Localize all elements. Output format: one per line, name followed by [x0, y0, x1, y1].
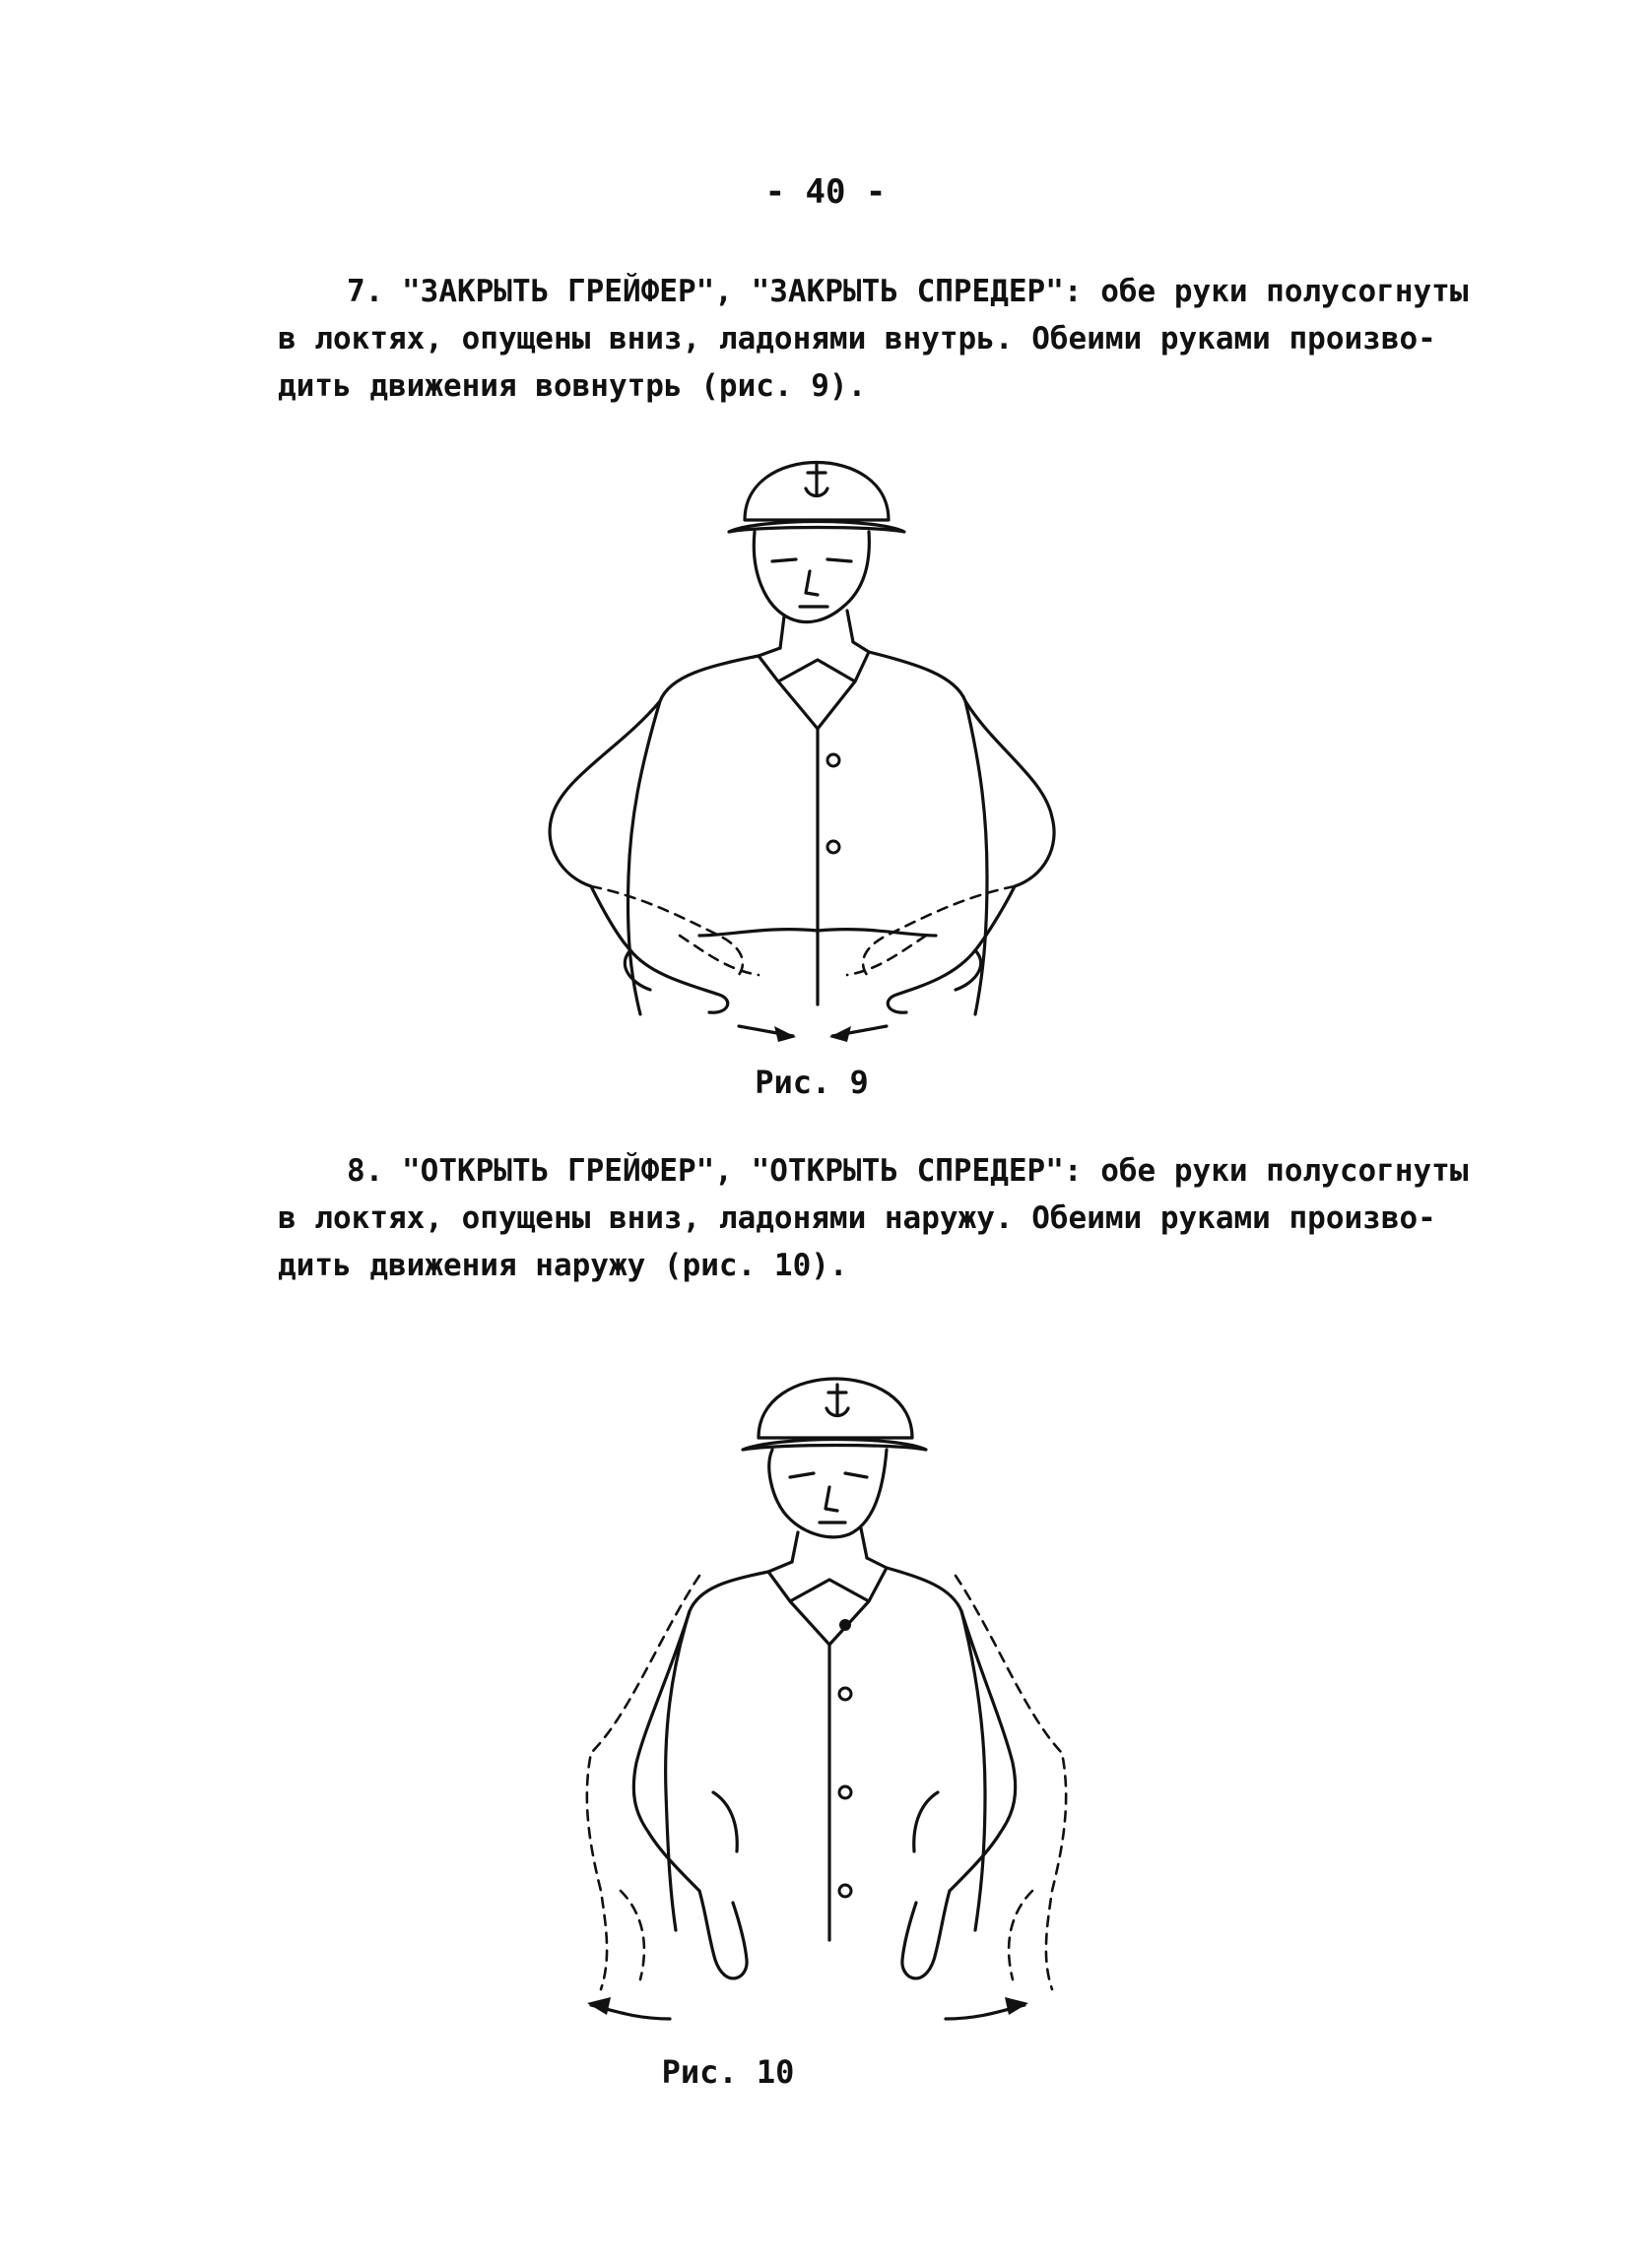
anchor-icon: [806, 465, 827, 496]
torso: [666, 1558, 985, 1940]
figure-10-illustration: [532, 1339, 1084, 2029]
figure-9-caption: Рис. 9: [755, 1064, 869, 1101]
arms: [587, 1576, 1066, 1989]
paragraph-line: 7. "ЗАКРЫТЬ ГРЕЙФЕР", "ЗАКРЫТЬ СПРЕДЕР": обе руки полусогнуты: [347, 274, 1469, 309]
figure-10-caption: Рис. 10: [661, 2053, 795, 2091]
head: [754, 532, 869, 648]
head: [769, 1450, 887, 1562]
inward-arrows-icon: [739, 1026, 887, 1042]
page-number: - 40 -: [764, 172, 887, 212]
anchor-icon: [826, 1385, 848, 1416]
paragraph-line: в локтях, опущены вниз, ладонями внутрь. Обеими руками произво-: [278, 321, 1436, 356]
paragraph-line: 8. "ОТКРЫТЬ ГРЕЙФЕР", "ОТКРЫТЬ СПРЕДЕР": обе руки полусогнуты: [347, 1153, 1469, 1189]
figure-9-illustration: [532, 423, 1084, 1064]
paragraph-line: в локтях, опущены вниз, ладонями наружу. Обеими руками произво-: [278, 1200, 1436, 1236]
figure-10-open-grab-signal: [532, 1339, 1084, 2029]
torso: [628, 642, 988, 1014]
paragraph-line: дить движения наружу (рис. 10).: [278, 1248, 848, 1283]
paragraph-line: дить движения вовнутрь (рис. 9).: [278, 368, 867, 404]
outward-arrows-icon: [587, 1997, 1028, 2019]
paragraph-signal-7: [278, 268, 1469, 410]
figure-9-close-grab-signal: [532, 423, 1084, 1064]
arms: [550, 701, 1054, 1012]
paragraph-signal-8: [278, 1147, 1469, 1289]
